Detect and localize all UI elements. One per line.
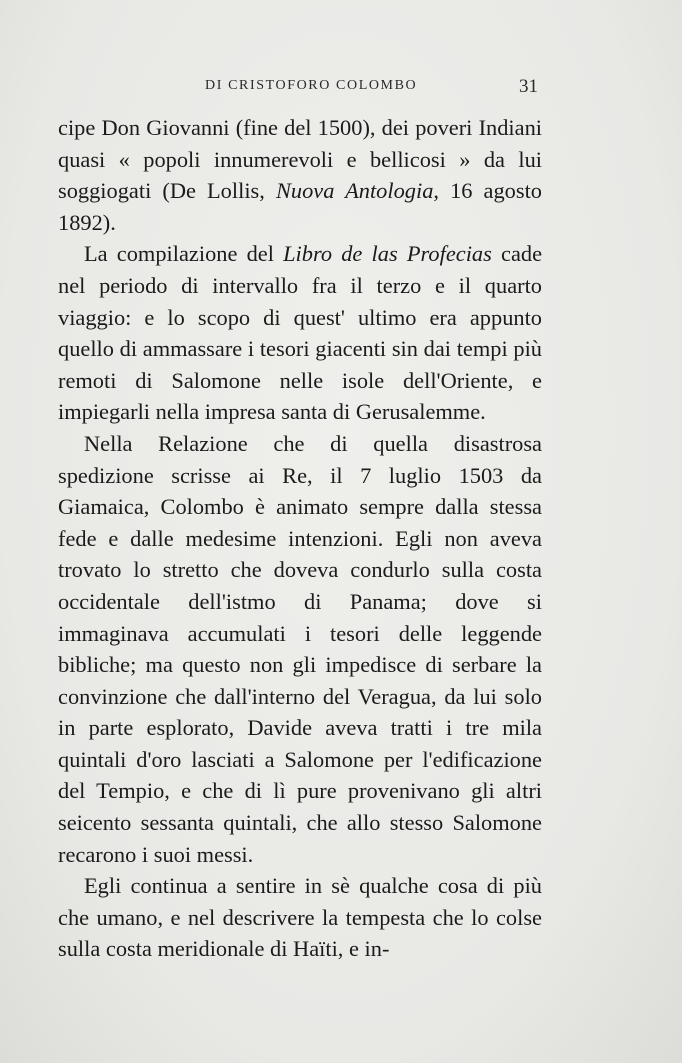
paragraph-2 [58,238,542,428]
running-title: DI CRISTOFORO COLOMBO [205,78,418,93]
page-number: 31 [519,76,538,97]
book-title: Libro de las Profecias [283,241,492,267]
paragraph-4: Egli continua a sentire in sè qualche cosa di più che umano, e nel descrivere la tempesta che lo colse sulla costa meridionale di Haïti, e in- [58,873,542,962]
paragraph-1 [58,112,542,238]
page-header [0,76,682,100]
paragraph-2-text-end: cade nel periodo di intervallo fra il terzo e il quarto viaggio: e lo scopo di quest' ultimo era appunto quello di ammassare i tesori giacenti sin dai tempi più remoti di Salomone nelle isole dell'Oriente, e impiegarli nella impresa santa di Gerusalemme. [58,241,543,425]
journal-title: Nuova Antologia [275,178,434,204]
paragraph-2-text: La compilazione del [84,241,284,267]
paragraph-1-text-end: , 16 agosto 1892). [58,178,542,235]
body-text [58,112,542,965]
paragraph-1-text: cipe Don Giovanni (fine del 1500), dei poveri Indiani quasi « popoli innumerevoli e bellicosi » da lui soggiogati (De Lollis, [58,115,542,204]
paragraph-3: Nella Relazione che di quella disastrosa spedizione scrisse ai Re, il 7 luglio 1503 da Giamaica, Colombo è animato sempre dalla stessa fede e dalle medesime intenzioni. Egli non aveva trovato lo stretto che doveva condurlo sulla costa occidentale dell'istmo di Panama; dove si immaginava accumulati i tesori delle leggende bibliche; ma questo non gli impedisce di serbare la convinzione che dall'interno del Veragua, da lui solo in parte esplorato, Davide aveva tratti i tre mila quintali d'oro lasciati a Salomone per l'edificazione del Tempio, e che di lì pure provenivano gli altri seicento sessanta quintali, che allo stesso Salomone recarono i suoi messi. [58,430,542,867]
